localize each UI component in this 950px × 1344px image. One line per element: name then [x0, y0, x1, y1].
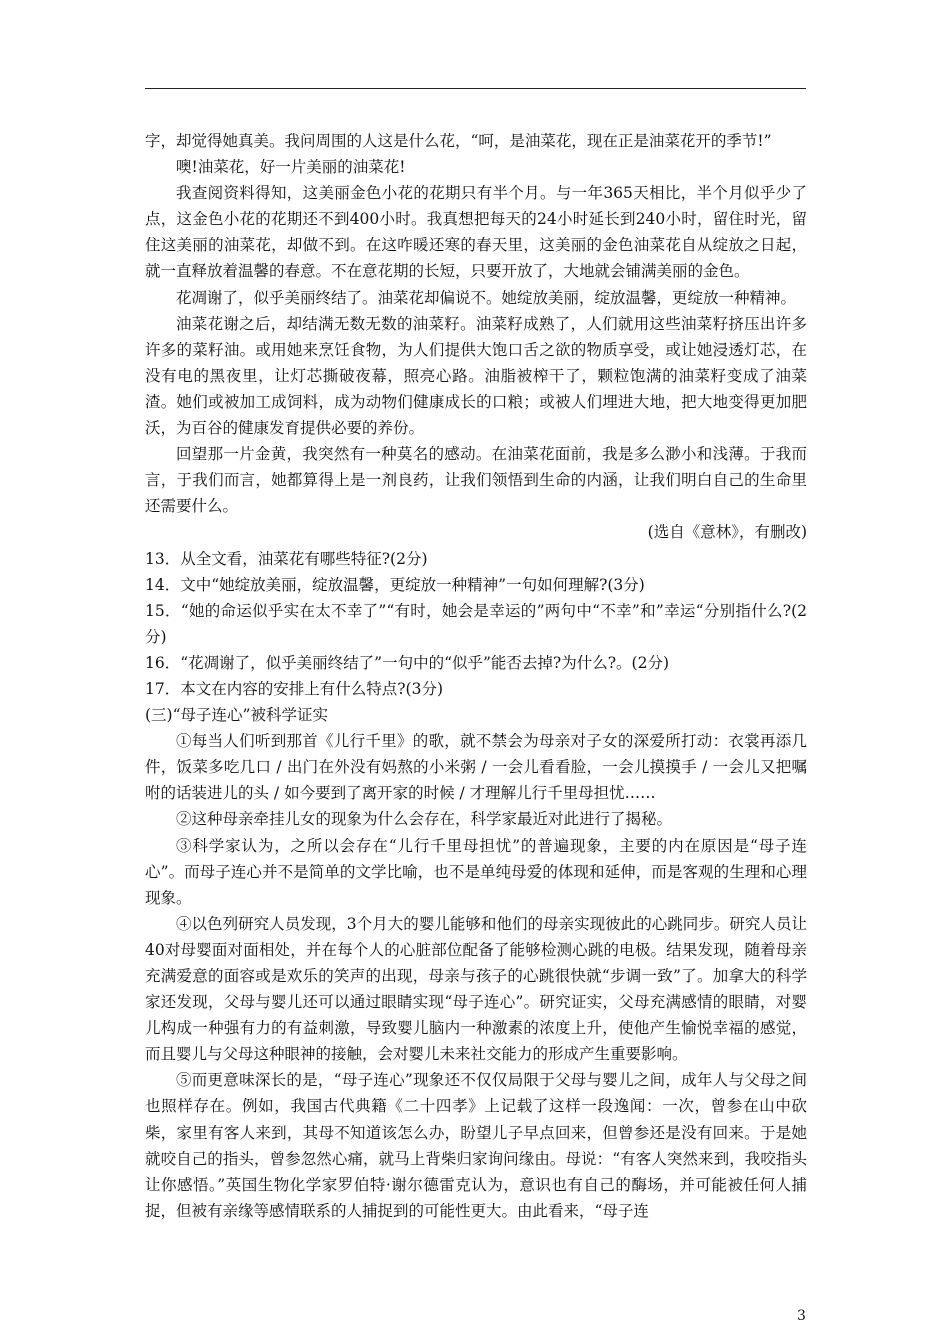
essay-paragraph: 噢!油菜花，好一片美丽的油菜花!	[176, 158, 406, 177]
essay-paragraph: 花凋谢了，似乎美丽终结了。油菜花却偏说不。她绽放美丽，绽放温馨，更绽放一种精神。	[176, 288, 797, 307]
essay-paragraph: 油菜花谢之后，却结满无数无数的油菜籽。油菜籽成熟了，人们就用这些油菜籽挤压出许多许多的菜籽油。或用她来烹饪食物，为人们提供大饱口舌之欲的物质享受，或让她浸透灯芯，在没有电的黑夜里，让灯芯撕破夜幕，照亮心路。油脂被榨干了，颗粒饱满的油菜籽变成了油菜渣。她们或被加工成饲料，成为动物们健康成长的口粮；或被人们埋进大地，把大地变得更加肥沃，为百谷的健康发育提供必要的养份。	[145, 314, 807, 438]
essay-paragraph: 字，却觉得她真美。我问周围的人这是什么花，“呵，是油菜花，现在正是油菜花开的季节!”	[145, 132, 772, 150]
question-15: 15．“她的命运似乎实在太不幸了”“有时，她会是幸运的”两句中“不幸”和”幸运“分别指什么?(2分)	[145, 601, 807, 646]
source-note: (选自《意林》，有删改)	[647, 523, 807, 542]
page-number: 3	[797, 1308, 806, 1324]
article-paragraph-5: ⑤而更意味深长的是，“母子连心”现象还不仅仅局限于父母与婴儿之间，成年人与父母之间也照样存在。例如，我国古代典籍《二十四孝》上记载了这样一段逸闻：一次，曾参在山中砍柴，家里有客人来到，其母不知道该怎么办，盼望儿子早点回来，但曾参还是没有回来。于是她就咬自己的指头，曾参忽然心痛，就马上背柴归家询问缘由。母说：“有客人突然来到，我咬指头让你感悟。”英国生物化学家罗伯特·谢尔德雷克认为，意识也有自己的酶场，并可能被任何人捕捉，但被有亲缘等感情联系的人捕捉到的可能性更大。由此看来，“母子连	[145, 1071, 807, 1220]
page-content	[145, 128, 807, 1224]
essay-paragraph: 我查阅资料得知，这美丽金色小花的花期只有半个月。与一年365天相比，半个月似乎少了点，这金色小花的花期还不到400小时。我真想把每天的24小时延长到240小时，留住时光，留住这美丽的油菜花，却做不到。在这咋暖还寒的春天里，这美丽的金色油菜花自从绽放之日起，就一直释放着温馨的春意。不在意花期的长短，只要开放了，大地就会铺满美丽的金色。	[145, 184, 807, 281]
article-paragraph-3: ③科学家认为，之所以会存在“儿行千里母担忧”的普遍现象，主要的内在原因是“母子连心”。而母子连心并不是简单的文学比喻，也不是单纯母爱的体现和延伸，而是客观的生理和心理现象。	[145, 836, 807, 907]
question-13: 13．从全文看，油菜花有哪些特征?(2分)	[145, 549, 428, 568]
question-16: 16．“花凋谢了，似乎美丽终结了”一句中的“似乎”能否去掉?为什么?。(2分)	[145, 653, 669, 672]
article-paragraph-4: ④以色列研究人员发现，3个月大的婴儿能够和他们的母亲实现彼此的心跳同步。研究人员让40对母婴面对面相处，并在每个人的心脏部位配备了能够检测心跳的电极。结果发现，随着母亲充满爱意的面容或是欢乐的笑声的出现，母亲与孩子的心跳很快就“步调一致”了。加拿大的科学家还发现，父母与婴儿还可以通过眼睛实现“母子连心”。研究证实，父母充满感情的眼睛，对婴儿构成一种强有力的有益刺激，导致婴儿脑内一种激素的浓度上升，使他产生愉悦幸福的感觉，而且婴儿与父母这种眼神的接触，会对婴儿未来社交能力的形成产生重要影响。	[145, 914, 807, 1064]
section-title: (三)“母子连心”被科学证实	[145, 706, 328, 725]
question-17: 17．本文在内容的安排上有什么特点?(3分)	[145, 679, 443, 698]
article-paragraph-1: ①每当人们听到那首《儿行千里》的歌，就不禁会为母亲对子女的深爱所打动：衣裳再添几件，饭菜多吃几口 / 出门在外没有妈熬的小米粥 / 一会儿看看脸，一会儿摸摸手 / 一会儿又把嘱咐的话装进儿的头 / 如今要到了离开家的时候 / 才理解儿行千里母担忧……	[145, 732, 807, 803]
header-rule	[145, 88, 806, 89]
article-paragraph-2: ②这种母亲牵挂儿女的现象为什么会存在，科学家最近对此进行了揭秘。	[176, 810, 673, 829]
essay-paragraph: 回望那一片金黄，我突然有一种莫名的感动。在油菜花面前，我是多么渺小和浅薄。于我而言，于我们而言，她都算得上是一剂良药，让我们领悟到生命的内涵，让我们明白自己的生命里还需要什么。	[145, 445, 807, 516]
question-14: 14．文中“她绽放美丽，绽放温馨，更绽放一种精神”一句如何理解?(3分)	[145, 575, 645, 594]
